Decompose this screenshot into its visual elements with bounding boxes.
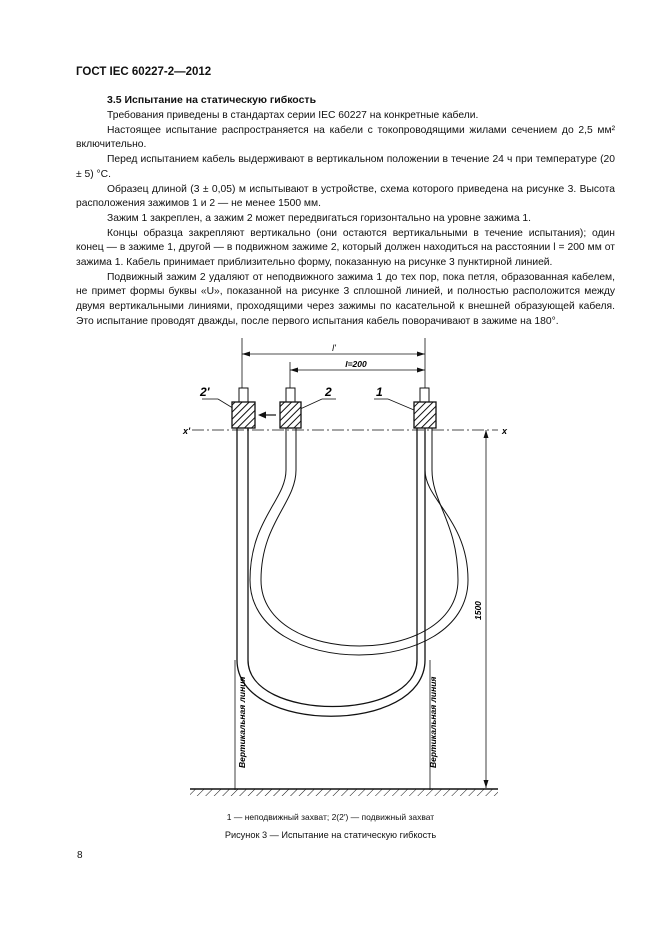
cable-u-shape — [237, 428, 425, 716]
label-clamp-2-prime: 2' — [200, 385, 210, 399]
page-number: 8 — [77, 850, 83, 861]
move-arrow-icon — [258, 412, 276, 419]
ground-line — [190, 789, 498, 796]
axis-left-label: x' — [183, 426, 191, 436]
clamp-2-stem — [286, 388, 295, 402]
label-clamp-1: 1 — [376, 385, 383, 399]
paragraph: Подвижный зажим 2 удаляют от неподвижного зажима 1 до тех пор, пока петля, образованная кабелем, не примет формы буквы «U», показанной на рисунке 3 сплошной линией, и полностью расположится между двумя вертикальными линиями, проходящими через зажимы по касательной к внешней образующей кабеля. Это испытание проводят дважды, после первого испытания кабель поворачивают в зажиме на 180°. — [76, 271, 615, 327]
vertical-line-label-left: Вертикальная линия — [237, 676, 247, 768]
dimension-height — [473, 430, 489, 788]
paragraph: Требования приведены в стандартах серии IEC 60227 на конкретные кабели. — [107, 110, 479, 121]
figure-legend: 1 — неподвижный захват; 2(2′) — подвижный захват — [226, 812, 435, 822]
dim-l-prime-label: l' — [332, 343, 336, 353]
clamp-2 — [280, 402, 301, 428]
section-title: 3.5 Испытание на статическую гибкость — [107, 94, 317, 106]
cable-initial-loop — [250, 428, 468, 655]
clamp-labels — [199, 385, 414, 410]
paragraph: Концы образца закрепляют вертикально (они остаются вертикальными в течение испытания); один конец — в зажиме 1, другой — в подвижном зажиме 2, который должен находиться на расстоянии l = 200 мм от зажима 1. Кабель принимает приблизительно форму, показанную на рисунке 3 пунктирной линией. — [76, 227, 615, 269]
clamp-2-prime — [232, 402, 255, 428]
axis-line — [182, 426, 508, 436]
clamp-1-stem — [420, 388, 429, 402]
paragraph: Зажим 1 закреплен, а зажим 2 может передвигаться горизонтально на уровне зажима 1. — [107, 212, 532, 224]
dimension-l — [290, 359, 425, 392]
vertical-line-label-right: Вертикальная линия — [428, 676, 438, 768]
paragraph: Перед испытанием кабель выдерживают в вертикальном положении в течение 24 ч при температуре (20 ± 5) °С. — [76, 154, 615, 180]
dim-l-label: l=200 — [345, 359, 367, 369]
dim-height-label: 1500 — [473, 601, 483, 620]
clamp-2-prime-stem — [239, 388, 248, 402]
paragraph: Образец длиной (3 ± 0,05) м испытывают в устройстве, схема которого приведена на рисунке 3. Высота расположения зажимов 1 и 2 — не менее 1500 мм. — [76, 183, 615, 210]
figure-caption: Рисунок 3 — Испытание на статическую гибкость — [224, 830, 437, 840]
axis-right-label: x — [502, 426, 508, 436]
paragraph: Настоящее испытание распространяется на кабели с токопроводящими жилами сечением до 2,5 мм² включительно. — [76, 124, 615, 151]
dimension-l-prime — [242, 338, 425, 390]
document-header: ГОСТ IEC 60227-2—2012 — [76, 66, 212, 78]
clamp-1 — [414, 402, 436, 428]
label-clamp-2: 2 — [325, 385, 332, 399]
